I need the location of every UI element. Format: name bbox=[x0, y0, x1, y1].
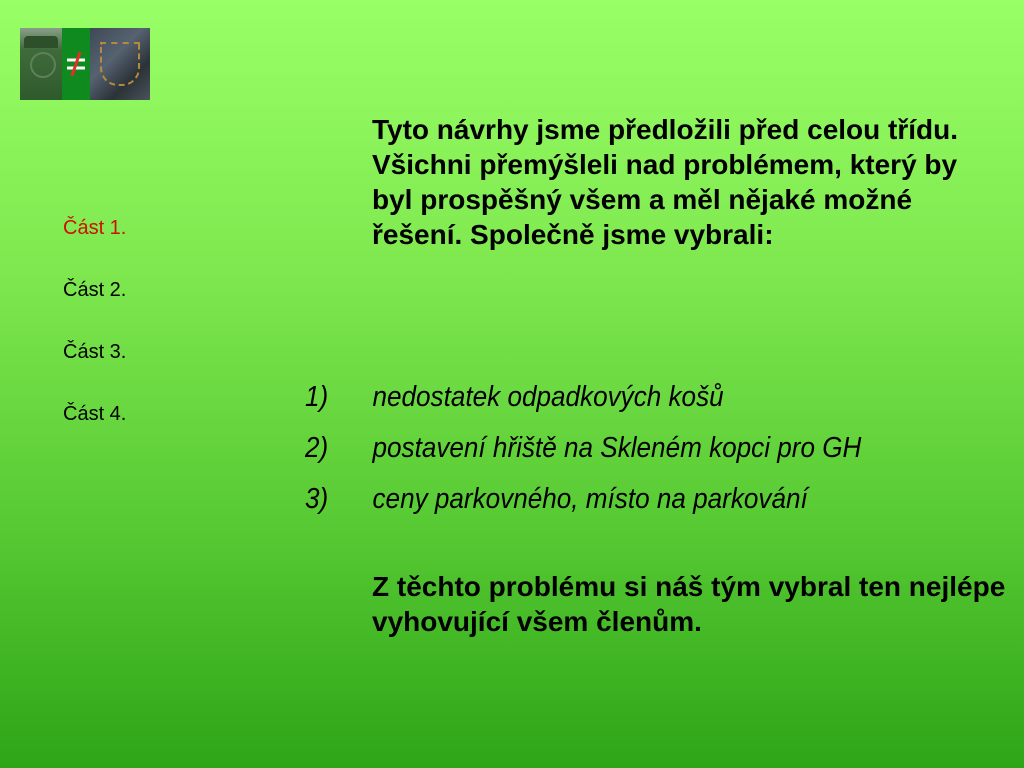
problem-list bbox=[305, 372, 923, 525]
list-item bbox=[305, 372, 861, 423]
list-item bbox=[305, 423, 861, 474]
logo bbox=[20, 28, 150, 100]
nav-item-part-3[interactable]: Část 3. bbox=[63, 341, 127, 363]
list-text: postavení hřiště na Skleném kopci pro GH bbox=[372, 432, 862, 464]
section-nav bbox=[63, 214, 126, 462]
list-text: nedostatek odpadkových košů bbox=[372, 381, 724, 413]
list-number: 3) bbox=[305, 483, 329, 515]
list-item bbox=[305, 474, 861, 525]
trash-bin-icon bbox=[20, 28, 62, 100]
photo-thumbnail bbox=[90, 28, 150, 100]
nav-item-part-4[interactable]: Část 4. bbox=[63, 403, 127, 425]
list-text: ceny parkovného, místo na parkování bbox=[372, 483, 808, 515]
list-number: 1) bbox=[305, 381, 329, 413]
intro-paragraph: Tyto návrhy jsme předložili před celou třídu. Všichni přemýšleli nad problémem, který by byl prospěšný všem a měl nějaké možné řešení. Společně jsme vybrali: bbox=[372, 114, 959, 250]
list-number: 2) bbox=[305, 432, 329, 464]
outro-paragraph: Z těchto problému si náš tým vybral ten nejlépe vyhovující všem členům. bbox=[372, 571, 1006, 637]
nav-item-part-1[interactable]: Část 1. bbox=[63, 217, 127, 239]
nav-item-part-2[interactable]: Část 2. bbox=[63, 279, 127, 301]
not-equal-icon bbox=[62, 28, 90, 100]
